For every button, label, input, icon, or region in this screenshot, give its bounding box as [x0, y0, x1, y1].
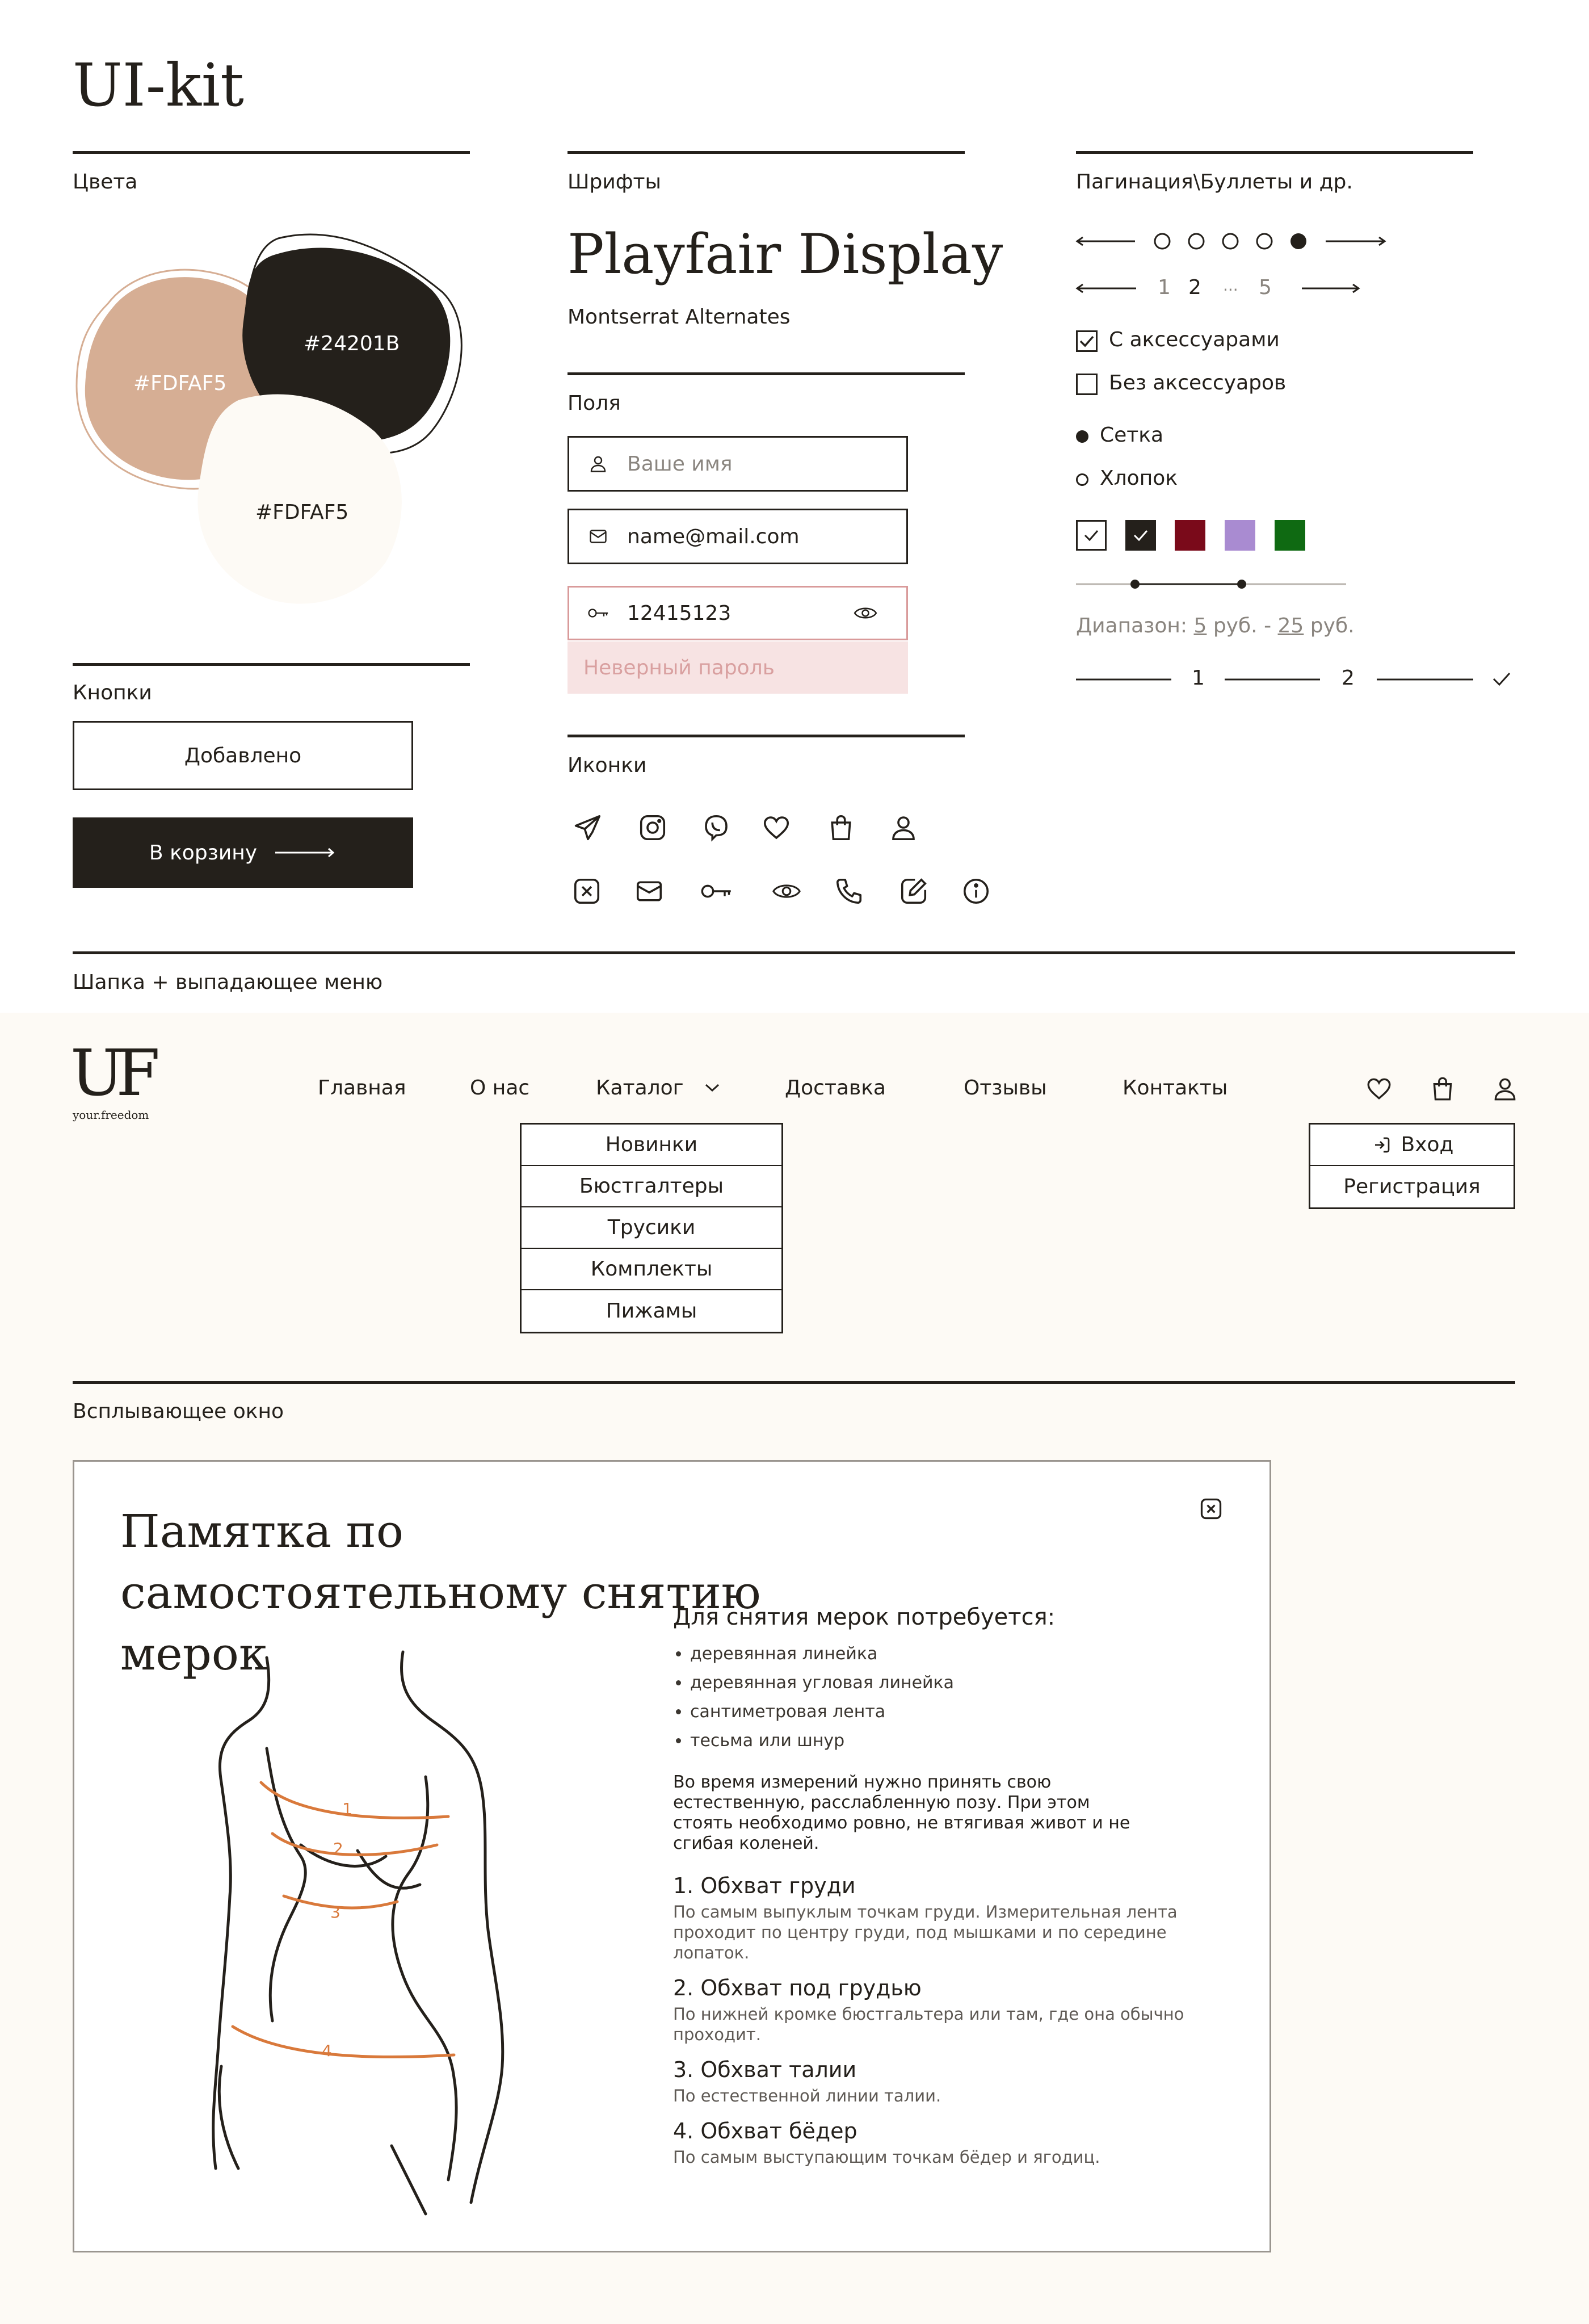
next-arrow-icon [1326, 237, 1385, 245]
check-icon [1083, 529, 1099, 542]
popup-section-label: Всплывающее окно [73, 1400, 284, 1423]
light-hex-label: #FDFAF5 [255, 501, 349, 524]
fields-section-label: Поля [568, 392, 621, 415]
close-square-icon[interactable] [570, 874, 604, 908]
primary-font-sample: Playfair Display [568, 223, 1003, 286]
colors-section-label: Цвета [73, 170, 138, 194]
fields-divider [568, 372, 965, 375]
page-title: UI-kit [73, 51, 244, 120]
radio-cotton[interactable] [1076, 473, 1088, 486]
user-icon [586, 452, 610, 476]
step-1-text: По самым выпуклым точкам груди. Измерительная лента проходит по центру груди, под мышками и по середине лопаток. [673, 1902, 1178, 1962]
logo-mark[interactable]: UF [70, 1037, 153, 1110]
color-swatch-green[interactable] [1275, 520, 1305, 551]
bullet-pagination [1073, 227, 1390, 255]
range-prefix: Диапазон: [1076, 614, 1188, 637]
header-section-label: Шапка + выпадающее меню [73, 971, 383, 994]
color-swatch-outline-selected[interactable] [1076, 520, 1107, 551]
figure-label-3: 3 [330, 1903, 340, 1922]
step-3-title: 3. Обхват талии [673, 2057, 857, 2082]
tool-item: • тесьма или шнур [690, 1731, 1241, 1751]
edit-icon[interactable] [897, 874, 931, 908]
nav-reviews[interactable]: Отзывы [964, 1076, 1047, 1100]
step-progress [1076, 665, 1519, 694]
beige-hex-label: #FDFAF5 [133, 372, 227, 395]
login-label: Вход [1401, 1133, 1454, 1156]
number-pagination-arrows [1073, 277, 1368, 300]
range-mid: руб. - [1213, 614, 1272, 637]
pagination-dot [1189, 234, 1204, 249]
body-measurement-illustration [187, 1635, 550, 2225]
checkbox-with-accessories[interactable] [1076, 330, 1098, 352]
register-item[interactable]: Регистрация [1343, 1175, 1481, 1198]
telegram-icon[interactable] [571, 811, 605, 845]
tools-list [673, 1644, 1241, 1751]
account-dropdown [1309, 1123, 1515, 1209]
chevron-down-icon [704, 1082, 721, 1093]
range-slider[interactable] [1076, 576, 1348, 593]
logo-caption: your.freedom [73, 1108, 149, 1122]
radio-mesh[interactable] [1076, 430, 1088, 443]
phone-icon[interactable] [832, 874, 866, 908]
page-2[interactable]: 2 [1188, 276, 1201, 299]
step-2-label: 2 [1342, 666, 1355, 690]
pagination-divider [1076, 151, 1473, 154]
slider-max-handle [1237, 580, 1246, 589]
checkbox-without-accessories-label: Без аксессуаров [1109, 371, 1287, 395]
prev-page-arrow-icon [1077, 284, 1136, 292]
range-max-value: 25 [1277, 614, 1304, 637]
nav-contacts[interactable]: Контакты [1123, 1076, 1228, 1100]
fonts-divider [568, 151, 965, 154]
eye-icon[interactable] [770, 874, 804, 908]
range-readout [1076, 614, 1355, 637]
tool-item: • сантиметровая лента [690, 1702, 1241, 1722]
password-input[interactable] [627, 602, 848, 625]
pagination-dot [1155, 234, 1170, 249]
email-field[interactable] [568, 509, 908, 564]
needed-heading: Для снятия мерок потребуется: [673, 1604, 1056, 1630]
figure-label-2: 2 [333, 1839, 343, 1858]
add-to-cart-button[interactable] [73, 817, 413, 888]
key-icon [586, 601, 610, 625]
page-5[interactable]: 5 [1259, 276, 1272, 299]
header-heart-icon[interactable] [1362, 1072, 1396, 1106]
step-2-title: 2. Обхват под грудью [673, 1975, 922, 2000]
step-3-text: По естественной линии талии. [673, 2086, 941, 2105]
name-field[interactable] [568, 436, 908, 492]
info-icon[interactable] [959, 874, 993, 908]
added-button-label: Добавлено [184, 744, 302, 767]
buttons-section-label: Кнопки [73, 681, 152, 704]
password-error-text: Неверный пароль [583, 656, 775, 679]
pagination-dot-active [1290, 233, 1306, 249]
buttons-divider [73, 663, 470, 666]
popup-intro: Во время измерений нужно принять свою естественную, расслабленную позу. При этом стоять необходимо ровно, не втягивая живот и не сгибая коленей. [673, 1772, 1130, 1853]
mail-icon [586, 525, 610, 548]
color-swatch-burgundy[interactable] [1175, 520, 1205, 551]
measure-line-bust [261, 1782, 448, 1818]
step-1-title: 1. Обхват груди [673, 1873, 856, 1898]
pagination-dot [1223, 234, 1238, 249]
slider-min-handle [1130, 580, 1140, 589]
radio-cotton-label: Хлопок [1100, 467, 1178, 490]
popup-content [673, 1604, 1241, 2167]
measure-line-waist [284, 1896, 397, 1908]
key-icon[interactable] [699, 874, 733, 908]
catalog-item-pajamas[interactable]: Пижамы [606, 1299, 697, 1323]
login-icon [1371, 1135, 1393, 1155]
mail-icon[interactable] [632, 874, 666, 908]
fonts-section-label: Шрифты [568, 170, 661, 194]
user-icon[interactable] [886, 811, 920, 845]
name-input[interactable] [627, 452, 865, 476]
icons-divider [568, 735, 965, 737]
catalog-item-sets[interactable]: Комплекты [522, 1249, 781, 1290]
dark-hex-label: #24201B [304, 332, 400, 355]
step-2-text: По нижней кромке бюстгальтера или там, где она обычно проходит. [673, 2004, 1184, 2044]
color-palette [68, 227, 465, 619]
pagination-dot [1257, 234, 1272, 249]
figure-label-1: 1 [342, 1799, 352, 1818]
checkbox-with-accessories-label: С аксессуарами [1109, 328, 1280, 351]
header-divider [73, 951, 1515, 954]
password-error-message [568, 641, 908, 694]
catalog-item-panties[interactable]: Трусики [522, 1207, 781, 1249]
page-ellipsis: ... [1223, 276, 1238, 295]
next-page-arrow-icon [1302, 284, 1359, 292]
add-to-cart-label: В корзину [149, 841, 258, 865]
added-button[interactable] [73, 721, 413, 790]
colors-divider [73, 151, 470, 154]
header-user-icon[interactable] [1488, 1072, 1522, 1106]
step-4-title: 4. Обхват бёдер [673, 2119, 857, 2143]
login-item[interactable] [1310, 1125, 1514, 1166]
nav-delivery[interactable]: Доставка [785, 1076, 886, 1100]
bag-icon[interactable] [824, 811, 858, 845]
range-min-value: 5 [1193, 614, 1207, 637]
nav-catalog[interactable]: Каталог [596, 1076, 684, 1100]
show-password-icon[interactable] [853, 603, 878, 623]
icons-section-label: Иконки [568, 754, 647, 777]
color-swatch-dark[interactable] [1125, 520, 1156, 551]
check-icon [1494, 673, 1510, 685]
nav-home[interactable]: Главная [318, 1076, 406, 1100]
range-suffix: руб. [1310, 614, 1355, 637]
step-4-text: По самым выступающим точкам бёдер и ягодиц. [673, 2147, 1100, 2167]
header-bag-icon[interactable] [1426, 1072, 1460, 1106]
secondary-font-sample: Montserrat Alternates [568, 305, 791, 329]
email-input[interactable] [627, 525, 865, 548]
pagination-section-label: Пагинация\Буллеты и др. [1076, 170, 1353, 194]
prev-arrow-icon [1077, 237, 1135, 245]
popup-title: Памятка по самостоятельному снятию мерок [120, 1505, 761, 1680]
checkbox-without-accessories[interactable] [1076, 374, 1098, 395]
tool-item: • деревянная угловая линейка [690, 1673, 1241, 1693]
password-field[interactable] [568, 586, 908, 640]
check-icon [1133, 529, 1149, 542]
page-1[interactable]: 1 [1158, 276, 1171, 299]
step-1-label: 1 [1192, 666, 1205, 690]
arrow-right-icon [274, 847, 337, 858]
instagram-icon[interactable] [636, 811, 670, 845]
popup-divider [73, 1381, 1515, 1384]
catalog-item-new[interactable]: Новинки [522, 1125, 781, 1166]
heart-icon[interactable] [759, 811, 793, 845]
nav-about[interactable]: О нас [470, 1076, 530, 1100]
catalog-item-bras[interactable]: Бюстгалтеры [522, 1166, 781, 1207]
figure-label-4: 4 [322, 2041, 332, 2060]
radio-mesh-label: Сетка [1100, 423, 1164, 447]
viber-icon[interactable] [699, 811, 733, 845]
check-icon [1079, 335, 1095, 347]
tool-item: • деревянная линейка [690, 1644, 1241, 1664]
color-swatch-lavender[interactable] [1225, 520, 1255, 551]
measure-line-hips [233, 2027, 454, 2057]
popup-close-icon[interactable] [1194, 1492, 1228, 1526]
catalog-dropdown [520, 1123, 783, 1333]
